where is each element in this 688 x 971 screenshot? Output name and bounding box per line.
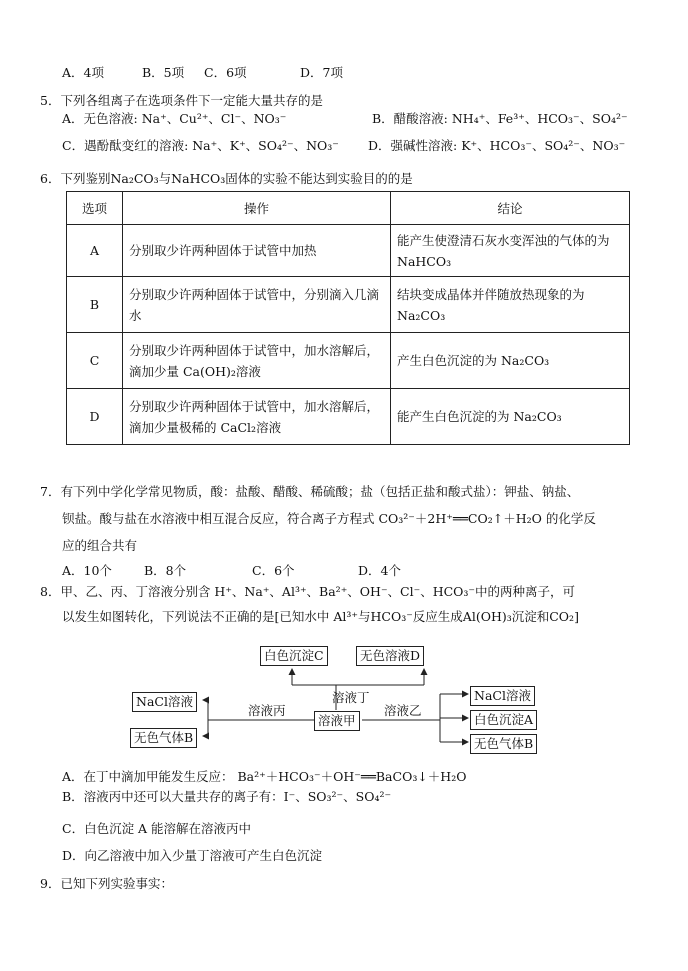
row-conclusion: 产生白色沉淀的为 Na₂CO₃ bbox=[391, 333, 630, 389]
row-operation: 分别取少许两种固体于试管中加热 bbox=[123, 225, 391, 277]
q8-conversion-diagram bbox=[128, 640, 568, 760]
q8-stem-line2: 以发生如图转化，下列说法不正确的是[已知水中 Al³⁺与HCO₃⁻反应生成Al(OH)₃沉淀和CO₂] bbox=[62, 609, 579, 624]
q4-option-d: D．7项 bbox=[300, 65, 343, 80]
label-solution-yi: 溶液乙 bbox=[384, 703, 422, 718]
row-operation: 分别取少许两种固体于试管中，加水溶解后，滴加少量 Ca(OH)₂溶液 bbox=[123, 333, 391, 389]
q7-stem-line3: 应的组合共有 bbox=[62, 538, 138, 553]
table-row bbox=[67, 389, 630, 445]
q8-option-a: A．在丁中滴加甲能发生反应： Ba²⁺＋HCO₃⁻＋OH⁻══BaCO₃↓＋H₂O bbox=[62, 769, 467, 784]
box-nacl-left: NaCl溶液 bbox=[132, 692, 197, 712]
q7-stem-line2: 钡盐。酸与盐在水溶液中相互混合反应，符合离子方程式 CO₃²⁻＋2H⁺══CO₂↑＋H₂O 的化学反 bbox=[62, 511, 596, 526]
q7-option-a: A．10个 bbox=[62, 563, 112, 578]
box-nacl-right: NaCl溶液 bbox=[470, 686, 535, 706]
q4-option-c: C．6项 bbox=[204, 65, 247, 80]
q8-option-d: D．向乙溶液中加入少量丁溶液可产生白色沉淀 bbox=[62, 848, 323, 863]
q4-options bbox=[62, 64, 343, 82]
row-option: C bbox=[67, 333, 123, 389]
table-header-row bbox=[67, 192, 630, 225]
q5-option-d: D．强碱性溶液: K⁺、HCO₃⁻、SO₄²⁻、NO₃⁻ bbox=[368, 138, 626, 153]
q4-option-b: B．5项 bbox=[142, 65, 185, 80]
box-white-precipitate-a: 白色沉淀A bbox=[470, 710, 537, 730]
q5-option-b: B．醋酸溶液: NH₄⁺、Fe³⁺、HCO₃⁻、SO₄²⁻ bbox=[372, 111, 628, 126]
row-conclusion: 能产生白色沉淀的为 Na₂CO₃ bbox=[391, 389, 630, 445]
label-solution-ding: 溶液丁 bbox=[332, 690, 370, 705]
row-conclusion: 结块变成晶体并伴随放热现象的为Na₂CO₃ bbox=[391, 277, 630, 333]
table-row bbox=[67, 225, 630, 277]
q9-stem: 9．已知下列实验事实： bbox=[40, 876, 173, 891]
box-white-precipitate-c: 白色沉淀C bbox=[260, 646, 328, 666]
box-colorless-gas-b-left: 无色气体B bbox=[130, 728, 197, 748]
q7-option-c: C．6个 bbox=[252, 563, 295, 578]
q8-option-c: C．白色沉淀 A 能溶解在溶液丙中 bbox=[62, 821, 252, 836]
box-solution-jia: 溶液甲 bbox=[314, 711, 360, 731]
table-row bbox=[67, 333, 630, 389]
q8-option-b: B．溶液丙中还可以大量共存的离子有：I⁻、SO₃²⁻、SO₄²⁻ bbox=[62, 789, 392, 804]
row-operation: 分别取少许两种固体于试管中，分别滴入几滴水 bbox=[123, 277, 391, 333]
row-operation: 分别取少许两种固体于试管中，加水溶解后，滴加少量极稀的 CaCl₂溶液 bbox=[123, 389, 391, 445]
q5-stem: 5．下列各组离子在选项条件下一定能大量共存的是 bbox=[40, 93, 323, 108]
q7-stem-line1: 7．有下列中学化学常见物质，酸：盐酸、醋酸、稀硫酸；盐（包括正盐和酸式盐）：钾盐、钠盐、 bbox=[40, 484, 580, 499]
header-conclusion: 结论 bbox=[391, 192, 630, 225]
q7-options bbox=[62, 562, 401, 580]
row-conclusion: 能产生使澄清石灰水变浑浊的气体的为 NaHCO₃ bbox=[391, 225, 630, 277]
table-row bbox=[67, 277, 630, 333]
q7-option-b: B．8个 bbox=[144, 563, 187, 578]
q5-option-c: C．遇酚酞变红的溶液: Na⁺、K⁺、SO₄²⁻、NO₃⁻ bbox=[62, 138, 339, 153]
q7-option-d: D．4个 bbox=[358, 563, 401, 578]
header-option: 选项 bbox=[67, 192, 123, 225]
row-option: A bbox=[67, 225, 123, 277]
row-option: B bbox=[67, 277, 123, 333]
q5-option-a: A．无色溶液: Na⁺、Cu²⁺、Cl⁻、NO₃⁻ bbox=[62, 111, 287, 126]
q8-stem-line1: 8．甲、乙、丙、丁溶液分别含 H⁺、Na⁺、Al³⁺、Ba²⁺、OH⁻、Cl⁻、HCO₃⁻中的两种离子，可 bbox=[40, 584, 576, 599]
header-operation: 操作 bbox=[123, 192, 391, 225]
q6-stem: 6．下列鉴别Na₂CO₃与NaHCO₃固体的实验不能达到实验目的的是 bbox=[40, 171, 413, 186]
label-solution-bing: 溶液丙 bbox=[248, 703, 286, 718]
q6-experiment-table bbox=[66, 191, 630, 445]
row-option: D bbox=[67, 389, 123, 445]
box-colorless-solution-d: 无色溶液D bbox=[356, 646, 424, 666]
q4-option-a: A．4项 bbox=[62, 65, 104, 80]
box-colorless-gas-b-right: 无色气体B bbox=[470, 734, 537, 754]
